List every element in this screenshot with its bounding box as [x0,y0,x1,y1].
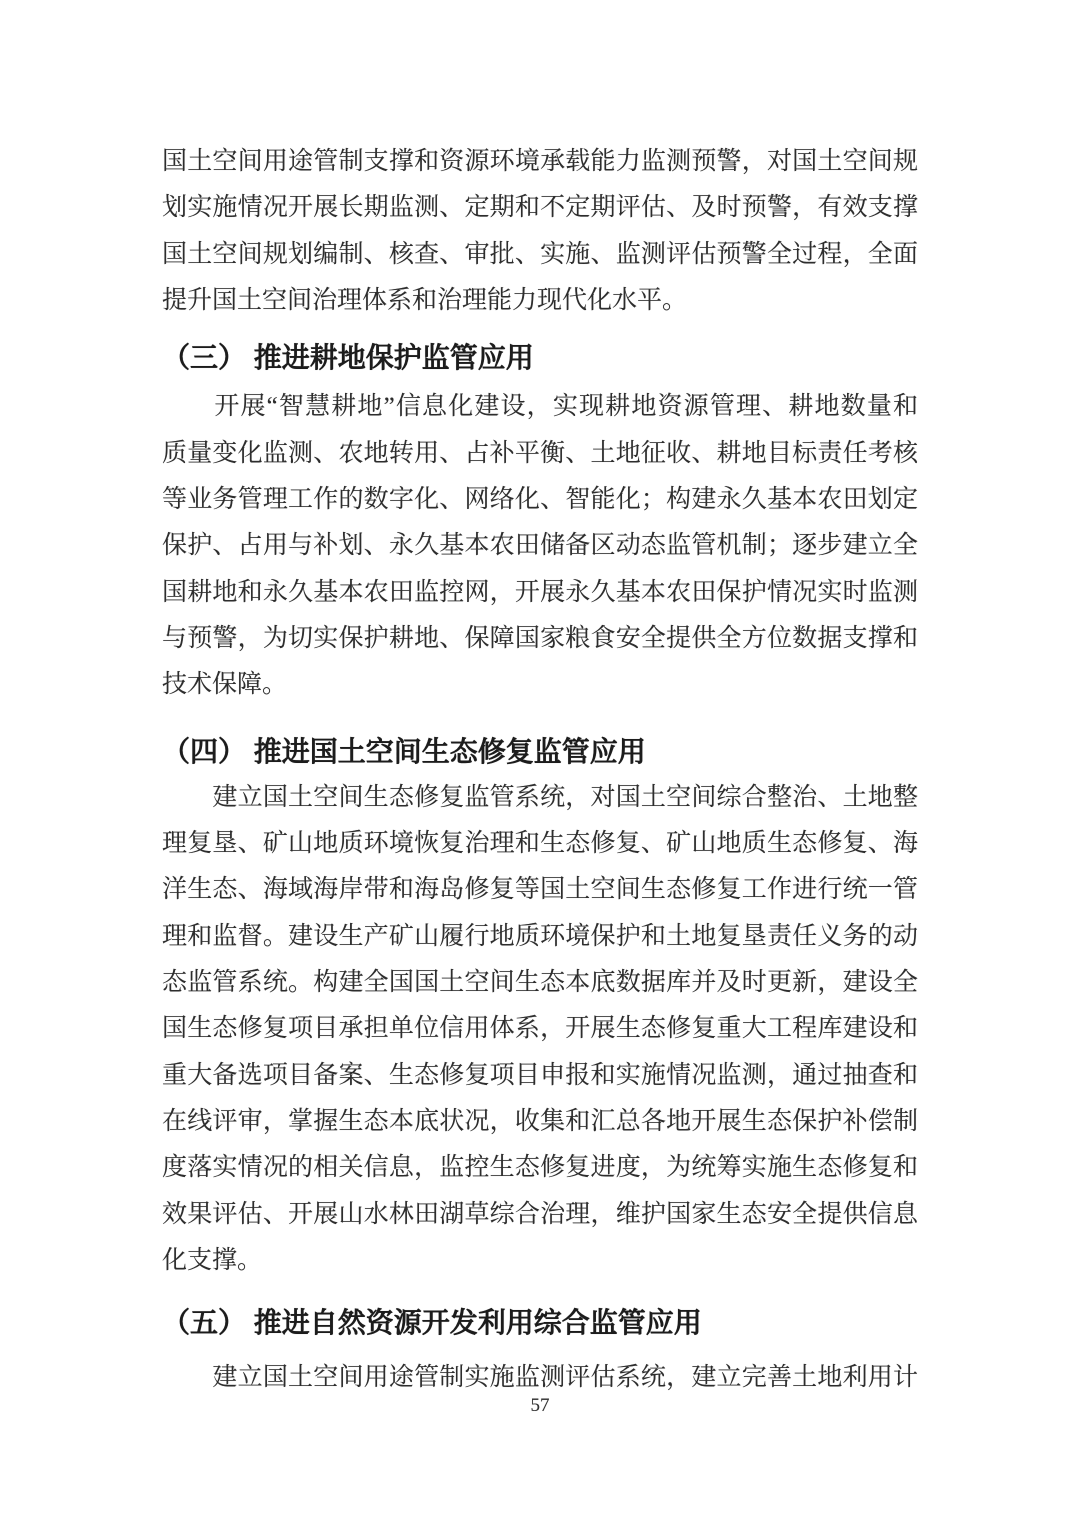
text-line: 建立国土空间用途管制实施监测评估系统，建立完善土地利用计 [162,1364,918,1392]
section-heading: （五） 推进自然资源开发利用综合监管应用 [162,1307,702,1339]
text-line: 态监管系统。构建全国国土空间生态本底数据库并及时更新，建设全 [162,969,918,997]
page-number: 57 [530,1395,550,1416]
text-line: 国土空间规划编制、核查、审批、实施、监测评估预警全过程，全面 [162,240,918,268]
text-line: 开展“智慧耕地”信息化建设，实现耕地资源管理、耕地数量和 [162,393,918,421]
text-line: 等业务管理工作的数字化、网络化、智能化；构建永久基本农田划定 [162,486,918,514]
text-line: 国生态修复项目承担单位信用体系，开展生态修复重大工程库建设和 [162,1015,918,1043]
text-line: 与预警，为切实保护耕地、保障国家粮食安全提供全方位数据支撑和 [162,624,918,652]
paragraph [162,139,918,324]
text-line: 质量变化监测、农地转用、占补平衡、土地征收、耕地目标责任考核 [162,439,918,467]
text-line: 国土空间用途管制支撑和资源环境承载能力监测预警，对国土空间规 [162,148,918,175]
text-line: 效果评估、开展山水林田湖草综合治理，维护国家生态安全提供信息 [162,1200,918,1228]
paragraph [162,384,918,708]
text-line: 在线评审，掌握生态本底状况，收集和汇总各地开展生态保护补偿制 [162,1107,918,1135]
text-column [162,139,918,1402]
text-line: 提升国土空间治理体系和治理能力现代化水平。 [162,286,688,314]
text-line: 保护、占用与补划、永久基本农田储备区动态监管机制；逐步建立全 [162,532,918,560]
paragraph [162,775,918,1284]
text-line: 重大备选项目备案、生态修复项目申报和实施情况监测，通过抽查和 [162,1061,918,1089]
text-line: 国耕地和永久基本农田监控网，开展永久基本农田保护情况实时监测 [162,578,918,606]
text-line: 度落实情况的相关信息，监控生态修复进度，为统筹实施生态修复和 [162,1154,918,1182]
text-line: 理和监督。建设生产矿山履行地质环境保护和土地复垦责任义务的动 [162,922,918,950]
text-line: 技术保障。 [162,671,288,699]
section-heading: （四） 推进国土空间生态修复监管应用 [162,735,646,767]
section-heading: （三） 推进耕地保护监管应用 [162,342,534,374]
text-line: 化支撑。 [162,1246,263,1274]
text-line: 划实施情况开展长期监测、定期和不定期评估、及时预警，有效支撑 [162,194,918,222]
text-line: 理复垦、矿山地质环境恢复治理和生态修复、矿山地质生态修复、海 [162,830,918,858]
text-line: 建立国土空间生态修复监管系统，对国土空间综合整治、土地整 [162,783,918,811]
text-line: 洋生态、海域海岸带和海岛修复等国土空间生态修复工作进行统一管 [162,876,918,904]
